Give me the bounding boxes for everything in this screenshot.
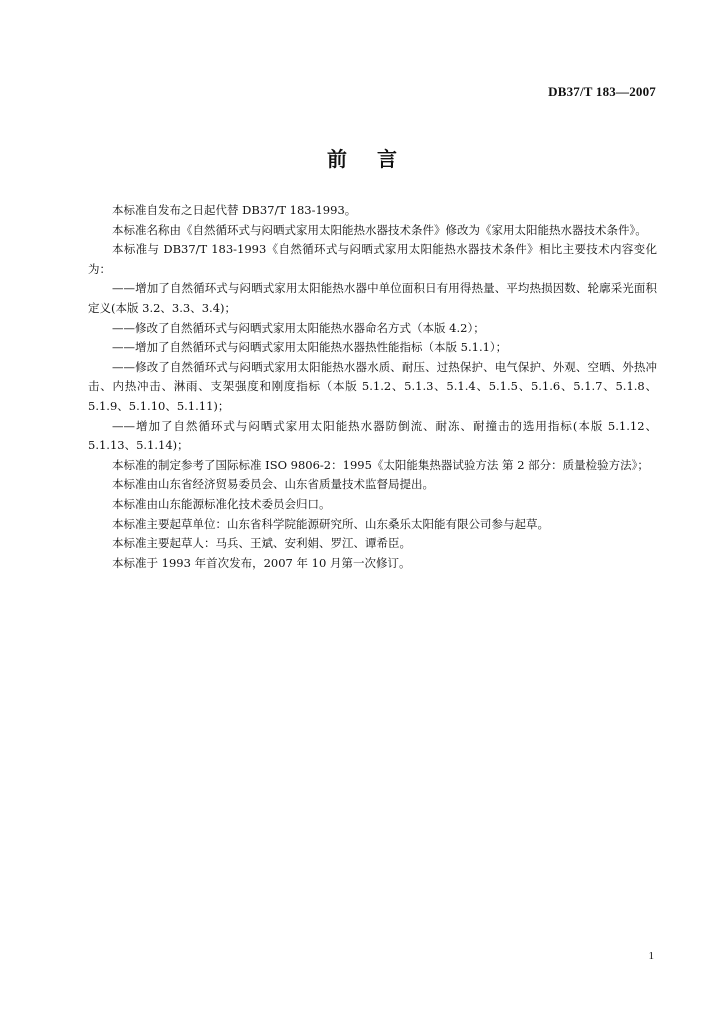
paragraph-9: 本标准的制定参考了国际标准 ISO 9806-2：1995《太阳能集热器试验方法 第 2 部分：质量检验方法》； — [112, 457, 649, 472]
paragraph-8: ——增加了自然循环式与闷晒式家用太阳能热水器防倒流、耐冻、耐撞击的选用指标(本版 5.1.12、5.1.13、5.1.14)； — [88, 418, 657, 453]
page-number: 1 — [648, 950, 654, 962]
paragraph-13: 本标准主要起草人：马兵、王斌、安利娟、罗江、谭希臣。 — [112, 536, 411, 551]
page-title: 前言 — [327, 147, 427, 171]
paragraph-1: 本标准自发布之日起代替 DB37/T 183-1993。 — [112, 203, 357, 217]
paragraph-4: ——增加了自然循环式与闷晒式家用太阳能热水器中单位面积日有用得热量、平均热损因数、轮廓采光面积定义(本版 3.2、3.3、3.4)； — [88, 281, 657, 315]
foreword-body — [88, 201, 657, 573]
paragraph-7: ——修改了自然循环式与闷晒式家用太阳能热水器水质、耐压、过热保护、电气保护、外观、空晒、外热冲击、内热冲击、淋雨、支架强度和刚度指标（本版 5.1.2、5.1.3、5.1.4、5.1.5、5.1.6、5.1.7、5.1.8、5.1.9、5.1.10、5.1.11)； — [88, 359, 657, 413]
paragraph-3: 本标准与 DB37/T 183-1993《自然循环式与闷晒式家用太阳能热水器技术条件》相比主要技术内容变化为： — [88, 242, 657, 276]
paragraph-10: 本标准由山东省经济贸易委员会、山东省质量技术监督局提出。 — [112, 477, 434, 492]
paragraph-6: ——增加了自然循环式与闷晒式家用太阳能热水器热性能指标（本版 5.1.1）； — [112, 340, 508, 355]
paragraph-5: ——修改了自然循环式与闷晒式家用太阳能热水器命名方式（本版 4.2）； — [112, 320, 485, 335]
standard-code: DB37/T 183—2007 — [548, 84, 656, 99]
paragraph-11: 本标准由山东能源标准化技术委员会归口。 — [112, 496, 331, 511]
paragraph-2: 本标准名称由《自然循环式与闷晒式家用太阳能热水器技术条件》修改为《家用太阳能热水器技术条件》。 — [112, 222, 647, 237]
paragraph-14: 本标准于 1993 年首次发布，2007 年 10 月第一次修订。 — [112, 555, 411, 570]
paragraph-12: 本标准主要起草单位：山东省科学院能源研究所、山东桑乐太阳能有限公司参与起草。 — [112, 516, 549, 531]
